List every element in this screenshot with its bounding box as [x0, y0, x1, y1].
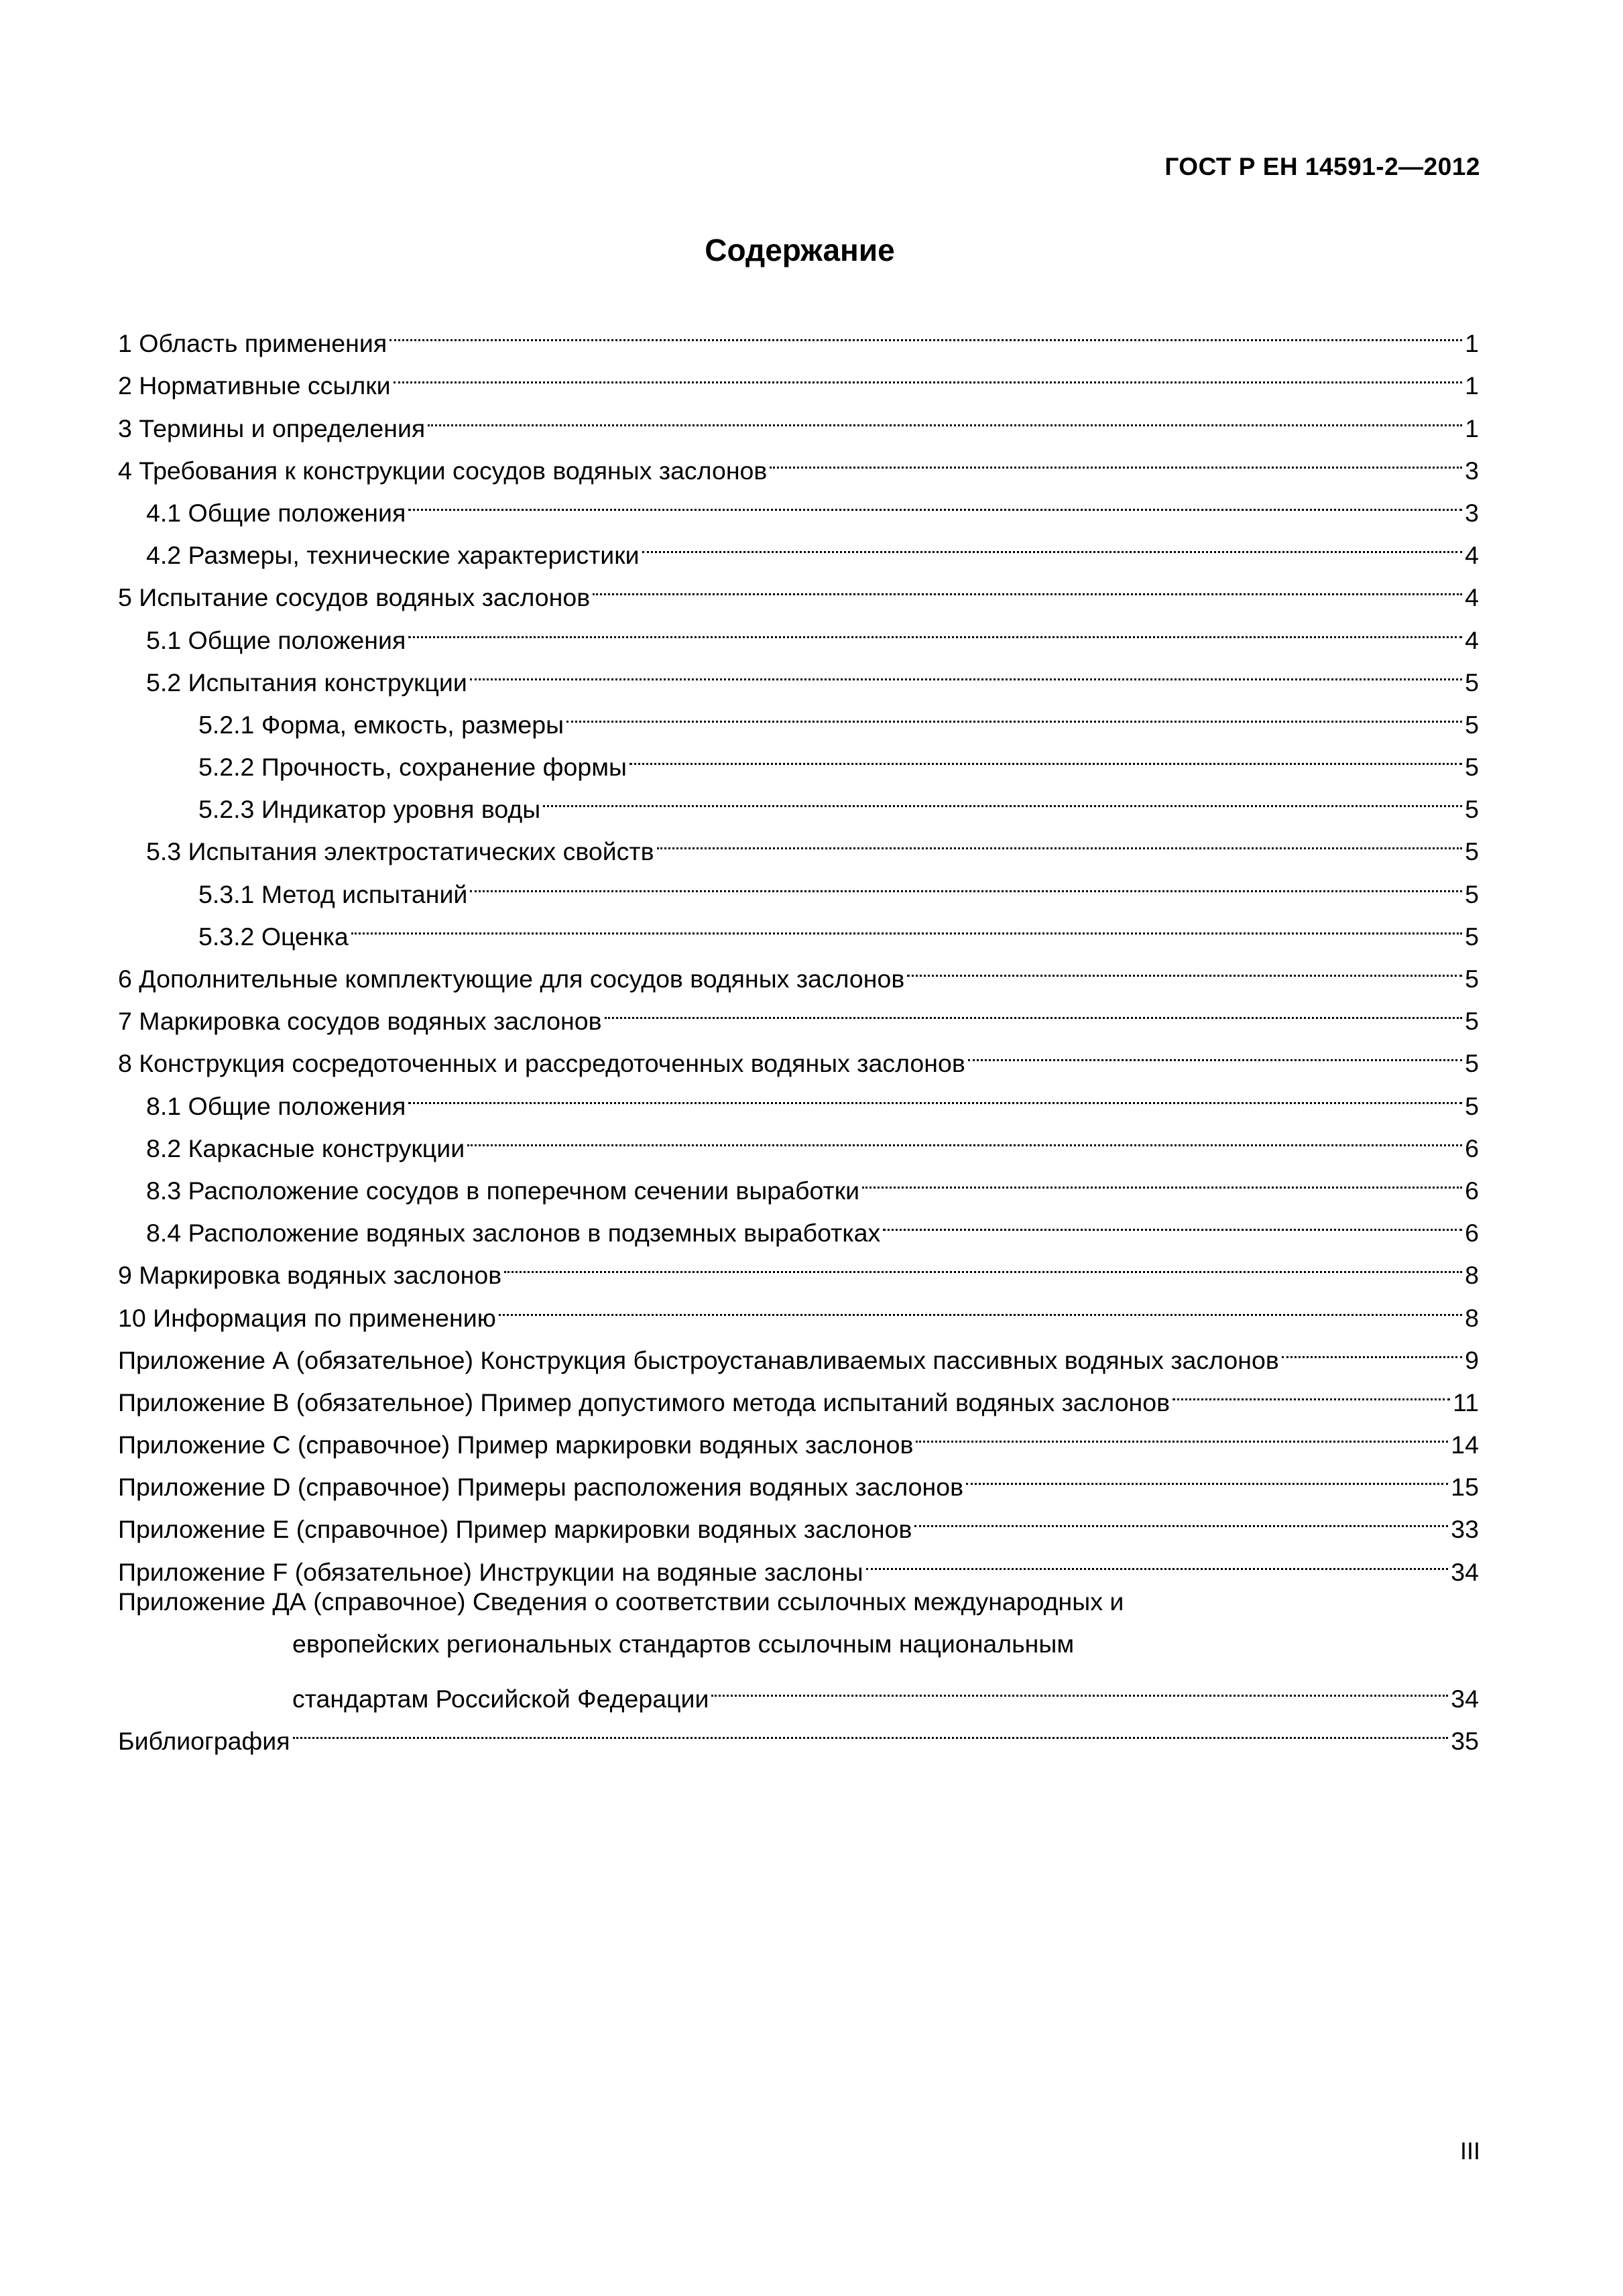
toc-entry[interactable]	[118, 1665, 1479, 1713]
toc-entry-page: 3	[1465, 456, 1479, 485]
toc-dot-leader	[883, 1199, 1462, 1242]
toc-entry-label: 4 Требования к конструкции сосудов водяных заслонов	[118, 456, 768, 485]
toc-dot-leader	[467, 1115, 1462, 1157]
toc-entry[interactable]	[118, 310, 1479, 358]
toc-entry-label: 5.2.2 Прочность, сохранение формы	[198, 753, 627, 782]
toc-dot-leader	[711, 1665, 1448, 1707]
toc-entry-page: 5	[1465, 1049, 1479, 1078]
toc-entry-label: европейских региональных стандартов ссылочным национальным	[292, 1629, 1075, 1658]
toc-entry-label: 7 Маркировка сосудов водяных заслонов	[118, 1007, 602, 1036]
toc-entry-page: 5	[1465, 668, 1479, 697]
toc-dot-leader	[593, 564, 1462, 606]
toc-entry-label: Приложение D (справочное) Примеры расположения водяных заслонов	[118, 1473, 963, 1502]
toc-dot-leader	[394, 352, 1463, 394]
toc-dot-leader	[1282, 1327, 1462, 1369]
toc-entry-label: 8.3 Расположение сосудов в поперечном сечении выработки	[146, 1176, 860, 1205]
toc-entry-label: стандартам Российской Федерации	[292, 1685, 709, 1713]
toc-dot-leader	[657, 818, 1463, 860]
toc-entry-page: 3	[1465, 498, 1479, 527]
toc-entry-page: 5	[1465, 1091, 1479, 1120]
toc-entry-page: 34	[1451, 1557, 1479, 1586]
toc-entry-label: 6 Дополнительные комплектующие для сосудов водяных заслонов	[118, 965, 905, 993]
toc-dot-leader	[408, 479, 1462, 522]
toc-entry-label: 9 Маркировка водяных заслонов	[118, 1261, 502, 1290]
toc-dot-leader	[408, 1072, 1462, 1114]
toc-entry-label: 5.2.3 Индикатор уровня воды	[198, 795, 541, 824]
toc-entry-label: 5.3.1 Метод испытаний	[198, 880, 468, 908]
toc-entry-page: 5	[1465, 837, 1479, 866]
toc-entry[interactable]	[118, 1707, 1479, 1756]
toc-dot-leader	[470, 649, 1462, 691]
toc-dot-leader	[504, 1242, 1462, 1284]
toc-entry-label: 2 Нормативные ссылки	[118, 371, 391, 400]
toc-dot-leader	[916, 1411, 1448, 1453]
toc-dot-leader	[966, 1453, 1448, 1496]
toc-dot-leader	[293, 1707, 1449, 1750]
toc-dot-leader	[543, 776, 1462, 818]
toc-entry-page: 5	[1465, 710, 1479, 739]
toc-entry-page: 5	[1465, 880, 1479, 908]
toc-entry-page: 35	[1451, 1727, 1479, 1756]
toc-entry-page: 5	[1465, 795, 1479, 824]
toc-entry-page: 5	[1465, 753, 1479, 782]
toc-entry-label: 8.2 Каркасные конструкции	[146, 1134, 465, 1162]
toc-entry-label: 10 Информация по применению	[118, 1303, 496, 1332]
toc-entry-label: Приложение E (справочное) Пример маркировки водяных заслонов	[118, 1515, 912, 1544]
toc-entry-label: Библиография	[118, 1727, 290, 1756]
toc-entry-label: 4.1 Общие положения	[146, 498, 406, 527]
toc-entry-page: 4	[1465, 583, 1479, 612]
toc-entry-label: 4.2 Размеры, технические характеристики	[146, 541, 640, 570]
toc-entry-label: Приложение А (обязательное) Конструкция быстроустанавливаемых пассивных водяных заслонов	[118, 1345, 1279, 1374]
toc-entry-page: 5	[1465, 922, 1479, 951]
toc-dot-leader	[642, 522, 1463, 564]
toc-dot-leader	[914, 1496, 1448, 1538]
toc-entry-page: 6	[1465, 1134, 1479, 1162]
toc-entry-label: 8.1 Общие положения	[146, 1091, 406, 1120]
toc-entry-page: 4	[1465, 541, 1479, 570]
toc-dot-leader	[629, 733, 1462, 776]
toc-entry-page: 6	[1465, 1176, 1479, 1205]
toc-dot-leader	[408, 606, 1462, 648]
toc-entry-page: 34	[1451, 1685, 1479, 1713]
toc-entry-label: 5.1 Общие положения	[146, 625, 406, 654]
toc-entry-page: 1	[1465, 414, 1479, 442]
toc-dot-leader	[428, 394, 1462, 436]
toc-dot-leader	[770, 437, 1462, 479]
page-number: III	[1459, 2137, 1480, 2165]
toc-entry-label: 5 Испытание сосудов водяных заслонов	[118, 583, 591, 612]
toc-entry-page: 5	[1465, 965, 1479, 993]
toc-entry-label: 5.3.2 Оценка	[198, 922, 349, 951]
toc-entry-page: 1	[1465, 329, 1479, 358]
toc-dot-leader	[389, 310, 1462, 352]
toc-entry[interactable]	[118, 1581, 1479, 1623]
toc-dot-leader	[968, 1030, 1462, 1072]
toc-entry-page: 14	[1451, 1431, 1479, 1459]
toc-entry-page: 4	[1465, 625, 1479, 654]
toc-entry[interactable]	[118, 1623, 1479, 1665]
toc-dot-leader	[605, 987, 1463, 1030]
toc-dot-leader	[907, 945, 1462, 987]
toc-entry-label: 5.2 Испытания конструкции	[146, 668, 467, 697]
toc-entry-label: Приложение F (обязательное) Инструкции на водяные заслоны	[118, 1557, 863, 1586]
table-of-contents	[118, 310, 1479, 1756]
toc-entry-page: 8	[1465, 1303, 1479, 1332]
toc-entry-page: 1	[1465, 371, 1479, 400]
toc-entry-label: Приложение С (справочное) Пример маркировки водяных заслонов	[118, 1431, 914, 1459]
toc-entry-label: 5.3 Испытания электростатических свойств	[146, 837, 654, 866]
toc-entry-page: 15	[1451, 1473, 1479, 1502]
toc-entry-label: 8.4 Расположение водяных заслонов в подземных выработках	[146, 1219, 881, 1248]
toc-dot-leader	[499, 1284, 1462, 1326]
toc-entry-label: Приложение ДА (справочное) Сведения о соответствии ссылочных международных и	[118, 1587, 1124, 1616]
toc-entry-label: 8 Конструкция сосредоточенных и рассредоточенных водяных заслонов	[118, 1049, 965, 1078]
toc-dot-leader	[1173, 1369, 1450, 1411]
toc-dot-leader	[566, 691, 1462, 733]
page-title: Содержание	[705, 233, 895, 267]
toc-dot-leader	[470, 860, 1462, 902]
toc-entry-page: 9	[1465, 1345, 1479, 1374]
toc-entry-page: 33	[1451, 1515, 1479, 1544]
toc-entry-label: Приложение В (обязательное) Пример допустимого метода испытаний водяных заслонов	[118, 1388, 1170, 1416]
toc-entry-page: 5	[1465, 1007, 1479, 1036]
toc-entry-page: 8	[1465, 1261, 1479, 1290]
toc-entry-label: 3 Термины и определения	[118, 414, 426, 442]
toc-entry-label: 5.2.1 Форма, емкость, размеры	[198, 710, 564, 739]
document-code: ГОСТ Р ЕН 14591-2—2012	[1164, 153, 1480, 180]
toc-dot-leader	[351, 903, 1462, 945]
toc-entry-page: 6	[1465, 1219, 1479, 1248]
toc-entry-page: 11	[1453, 1388, 1479, 1416]
toc-entry-label: 1 Область применения	[118, 329, 387, 358]
toc-dot-leader	[866, 1538, 1449, 1580]
toc-dot-leader	[862, 1157, 1462, 1199]
